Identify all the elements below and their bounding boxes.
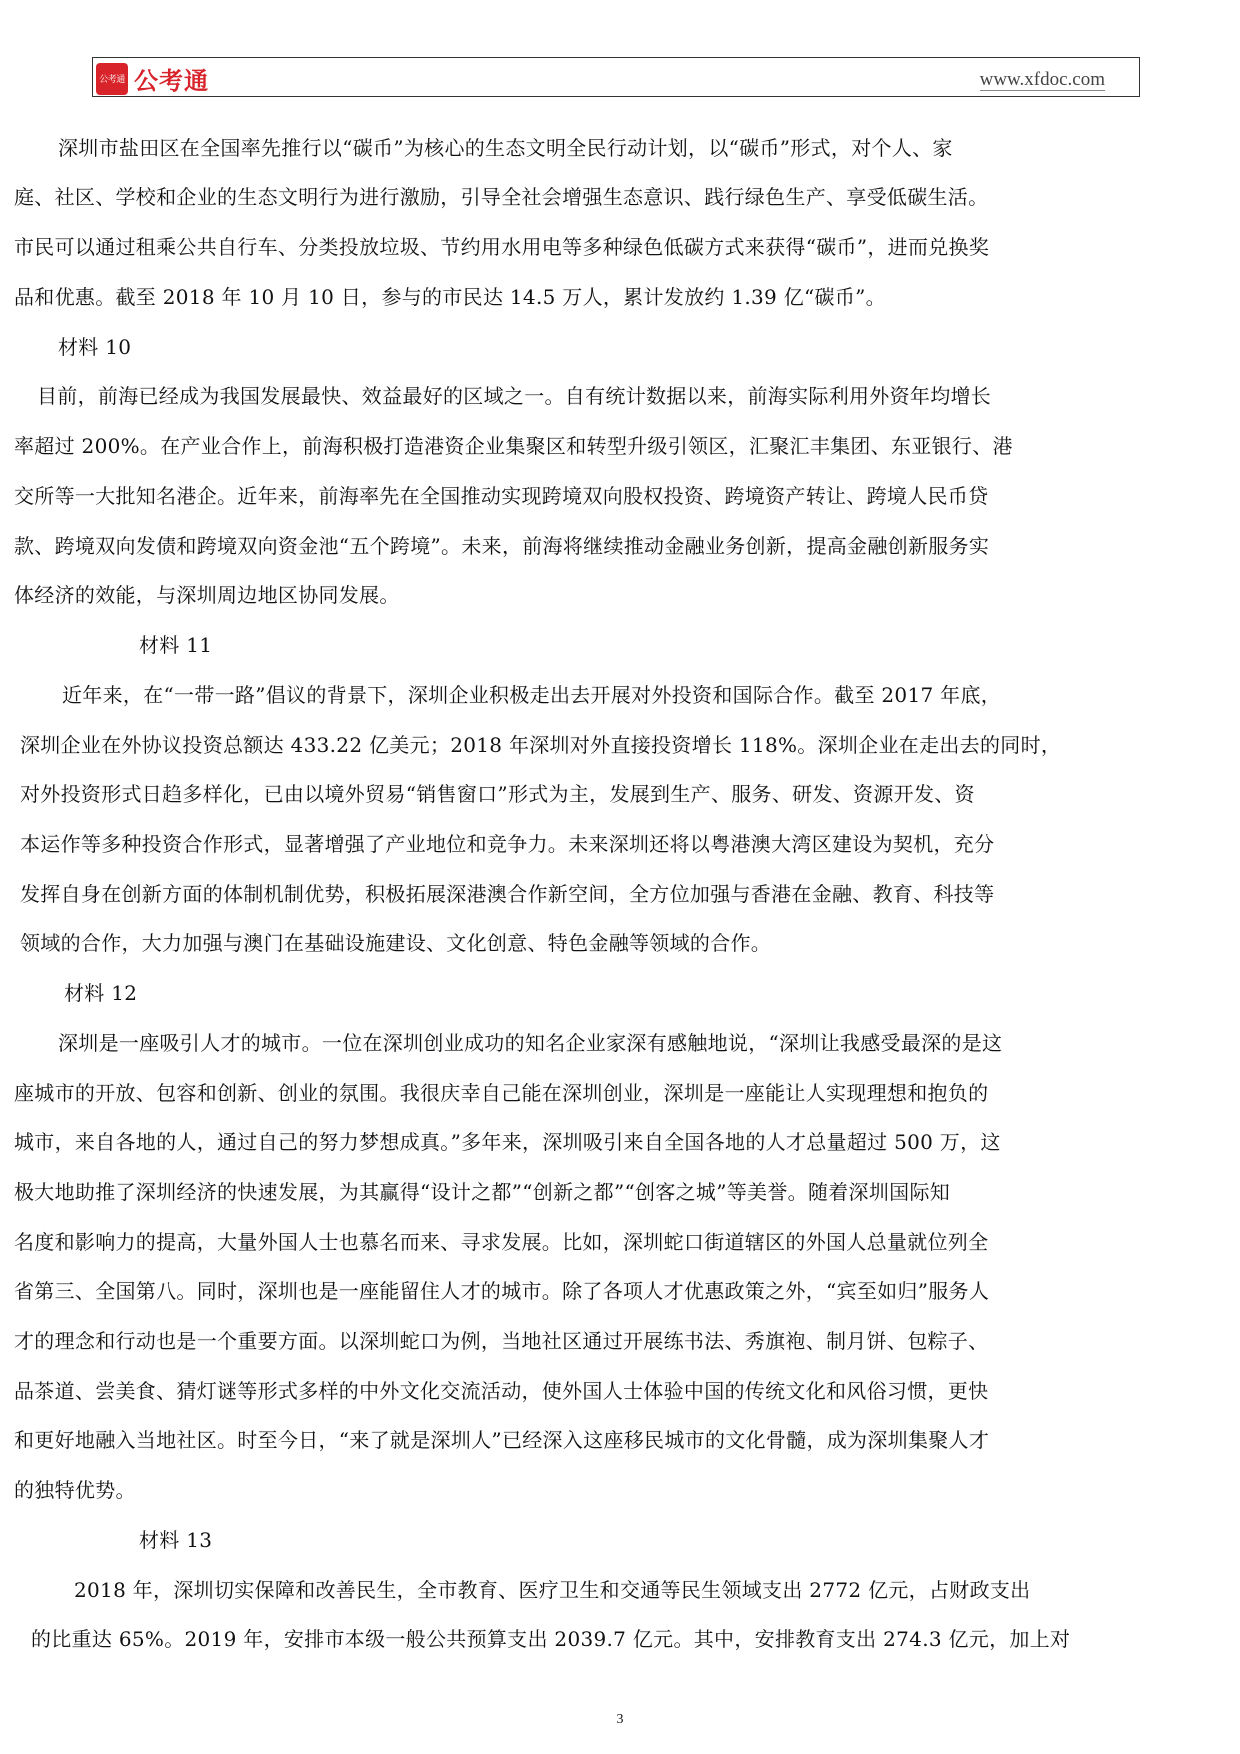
site-url: www.xfdoc.com [979,69,1105,90]
logo-badge-icon: 公考通 [96,63,128,95]
text-line: 庭、社区、学校和企业的生态文明行为进行激励，引导全社会增强生态意识、践行绿色生产、享受低碳生活。 [14,185,989,209]
text-line: 本运作等多种投资合作形式，显著增强了产业地位和竞争力。未来深圳还将以粤港澳大湾区建设为契机，充分 [20,832,995,856]
text-line: 城市，来自各地的人，通过自己的努力梦想成真。”多年来，深圳吸引来自全国各地的人才总量超过 500 万，这 [14,1130,1001,1154]
text-line: 的比重达 65%。2019 年，安排市本级一般公共预算支出 2039.7 亿元。其中，安排教育支出 274.3 亿元，加上对 [31,1627,1071,1651]
text-line: 和更好地融入当地社区。时至今日，“来了就是深圳人”已经深入这座移民城市的文化骨髓，成为深圳集聚人才 [14,1428,990,1452]
section-heading: 材料 11 [139,633,213,657]
text-line: 体经济的效能，与深圳周边地区协同发展。 [14,583,400,607]
text-line: 发挥自身在创新方面的体制机制优势，积极拓展深港澳合作新空间，全方位加强与香港在金融、教育、科技等 [20,882,995,906]
text-line: 品茶道、尝美食、猜灯谜等形式多样的中外文化交流活动，使外国人士体验中国的传统文化和风俗习惯，更快 [14,1379,989,1403]
text-line: 的独特优势。 [14,1478,136,1502]
text-line: 名度和影响力的提高，大量外国人士也慕名而来、寻求发展。比如，深圳蛇口街道辖区的外国人总量就位列全 [14,1230,989,1254]
section-heading: 材料 12 [64,981,138,1005]
section-heading: 材料 13 [139,1528,213,1552]
section-heading: 材料 10 [58,335,132,359]
text-line: 交所等一大批知名港企。近年来，前海率先在全国推动实现跨境双向股权投资、跨境资产转让、跨境人民币贷 [14,484,989,508]
text-line: 2018 年，深圳切实保障和改善民生，全市教育、医疗卫生和交通等民生领域支出 2772 亿元，占财政支出 [74,1578,1031,1602]
logo [96,61,209,96]
text-line: 目前，前海已经成为我国发展最快、效益最好的区域之一。自有统计数据以来，前海实际利用外资年均增长 [37,384,992,408]
text-line: 深圳企业在外协议投资总额达 433.22 亿美元；2018 年深圳对外直接投资增长 118%。深圳企业在走出去的同时， [20,733,1062,757]
text-line: 近年来，在“一带一路”倡议的背景下，深圳企业积极走出去开展对外投资和国际合作。截至 2017 年底， [62,683,1002,707]
text-line: 省第三、全国第八。同时，深圳也是一座能留住人才的城市。除了各项人才优惠政策之外，“宾至如归”服务人 [14,1279,990,1303]
text-line: 深圳是一座吸引人才的城市。一位在深圳创业成功的知名企业家深有感触地说，“深圳让我感受最深的是这 [58,1031,1003,1055]
logo-text: 公考通 [134,67,209,95]
text-line: 才的理念和行动也是一个重要方面。以深圳蛇口为例，当地社区通过开展练书法、秀旗袍、制月饼、包粽子、 [14,1329,989,1353]
text-line: 率超过 200%。在产业合作上，前海积极打造港资企业集聚区和转型升级引领区，汇聚汇丰集团、东亚银行、港 [14,434,1013,458]
text-line: 极大地助推了深圳经济的快速发展，为其赢得“设计之都”“创新之都”“创客之城”等美誉。随着深圳国际知 [14,1180,951,1204]
text-line: 领域的合作，大力加强与澳门在基础设施建设、文化创意、特色金融等领域的合作。 [20,931,772,955]
text-line: 对外投资形式日趋多样化，已由以境外贸易“销售窗口”形式为主，发展到生产、服务、研发、资源开发、资 [20,782,975,806]
page-header [92,57,1140,97]
text-line: 品和优惠。截至 2018 年 10 月 10 日，参与的市民达 14.5 万人，累计发放约 1.39 亿“碳币”。 [14,285,886,309]
text-line: 款、跨境双向发债和跨境双向资金池“五个跨境”。未来，前海将继续推动金融业务创新，提高金融创新服务实 [14,534,990,558]
text-line: 市民可以通过租乘公共自行车、分类投放垃圾、节约用水用电等多种绿色低碳方式来获得“碳币”，进而兑换奖 [14,235,990,259]
text-line: 深圳市盐田区在全国率先推行以“碳币”为核心的生态文明全民行动计划，以“碳币”形式，对个人、家 [58,136,953,160]
page-number: 3 [616,1712,624,1727]
text-line: 座城市的开放、包容和创新、创业的氛围。我很庆幸自己能在深圳创业，深圳是一座能让人实现理想和抱负的 [14,1081,989,1105]
